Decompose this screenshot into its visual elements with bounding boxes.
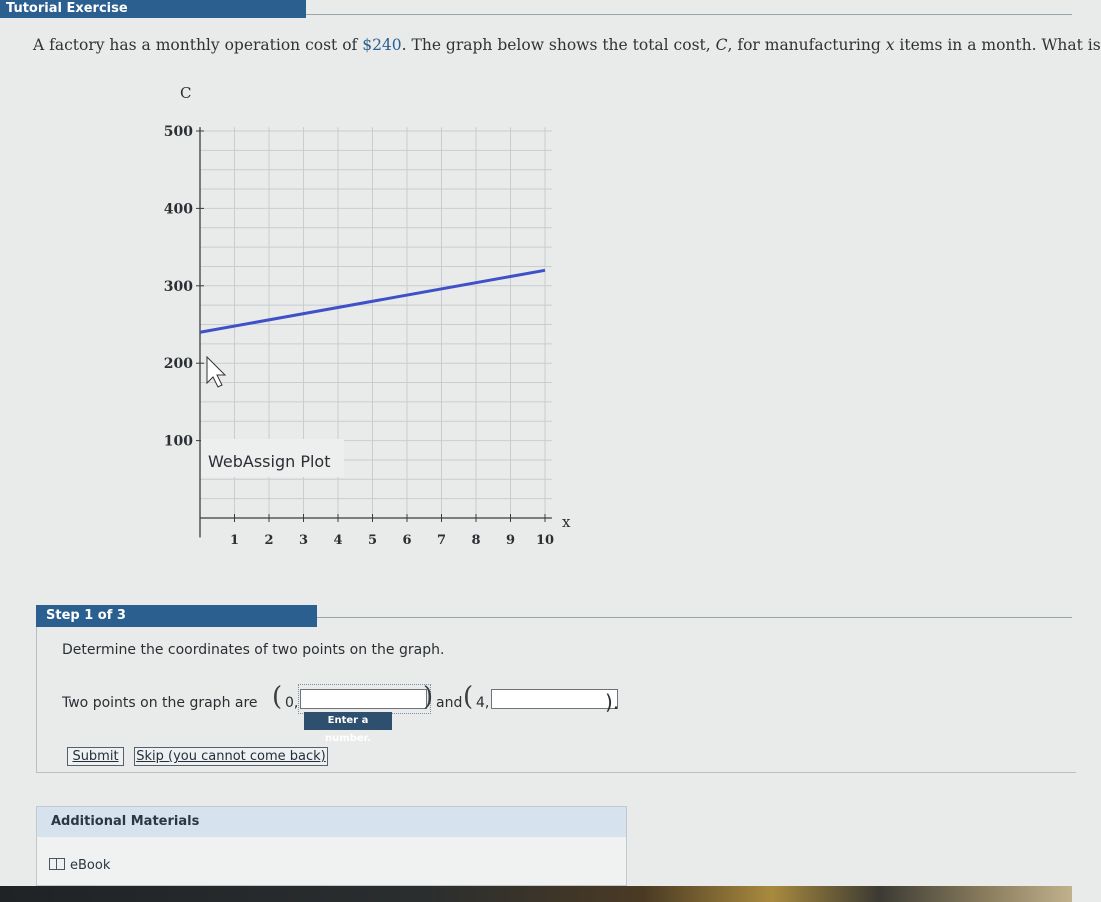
ebook-label: eBook <box>70 858 111 873</box>
x-tick-label: 6 <box>402 533 412 548</box>
and-text: and <box>436 695 463 711</box>
enter-number-tooltip: Enter a number. <box>304 712 392 730</box>
additional-materials-panel <box>36 806 627 886</box>
question-part3: , for manufacturing <box>727 36 886 54</box>
y-axis-label: C <box>180 84 192 102</box>
x-tick-label: 9 <box>505 533 516 548</box>
x-tick-label: 1 <box>229 533 240 548</box>
step-divider <box>317 617 1072 618</box>
webassign-plot-label: WebAssign Plot <box>208 452 331 471</box>
point2-x: 4, <box>476 695 490 711</box>
tutorial-exercise-title: Tutorial Exercise <box>0 0 306 18</box>
open-paren-1: ( <box>272 682 283 712</box>
x-tick-label: 3 <box>298 533 309 548</box>
desktop-background-strip <box>0 886 1072 902</box>
question-var-x: x <box>885 36 895 54</box>
question-amount: $240 <box>362 36 402 54</box>
question-var-c: C <box>715 36 728 54</box>
close-paren-1: ) <box>423 682 434 712</box>
x-tick-label: 10 <box>535 533 555 548</box>
y-tick-label: 300 <box>163 278 193 295</box>
y-tick-label: 100 <box>163 433 193 450</box>
ebook-link[interactable] <box>49 857 110 873</box>
additional-materials-header: Additional Materials <box>37 807 626 837</box>
step-header: Step 1 of 3 <box>36 605 317 627</box>
question-part2: . The graph below shows the total cost, <box>401 36 716 54</box>
y-tick-label: 500 <box>163 124 193 140</box>
y-tick-label: 200 <box>163 356 193 373</box>
skip-button[interactable]: Skip (you cannot come back) <box>134 747 328 766</box>
open-paren-2: ( <box>463 682 474 712</box>
close-paren-2: ). <box>605 690 620 714</box>
x-tick-label: 4 <box>333 533 343 548</box>
x-tick-label: 5 <box>367 533 378 548</box>
x-axis-label: x <box>562 513 571 531</box>
x-tick-label: 2 <box>264 533 274 548</box>
question-part1: A factory has a monthly operation cost of <box>33 36 363 54</box>
submit-button[interactable]: Submit <box>67 747 124 766</box>
x-tick-label: 8 <box>471 533 481 548</box>
graph-tick-labels <box>164 124 554 548</box>
book-icon <box>49 858 65 870</box>
point2-y-input[interactable] <box>491 689 618 709</box>
y-tick-label: 400 <box>163 201 193 218</box>
question-part4: items in a month. What is <box>894 36 1101 54</box>
points-prefix: Two points on the graph are <box>62 695 258 711</box>
point1-y-input[interactable] <box>300 689 427 709</box>
step-instruction: Determine the coordinates of two points on the graph. <box>62 642 445 658</box>
point1-x: 0, <box>285 695 299 711</box>
x-tick-label: 7 <box>436 533 447 548</box>
